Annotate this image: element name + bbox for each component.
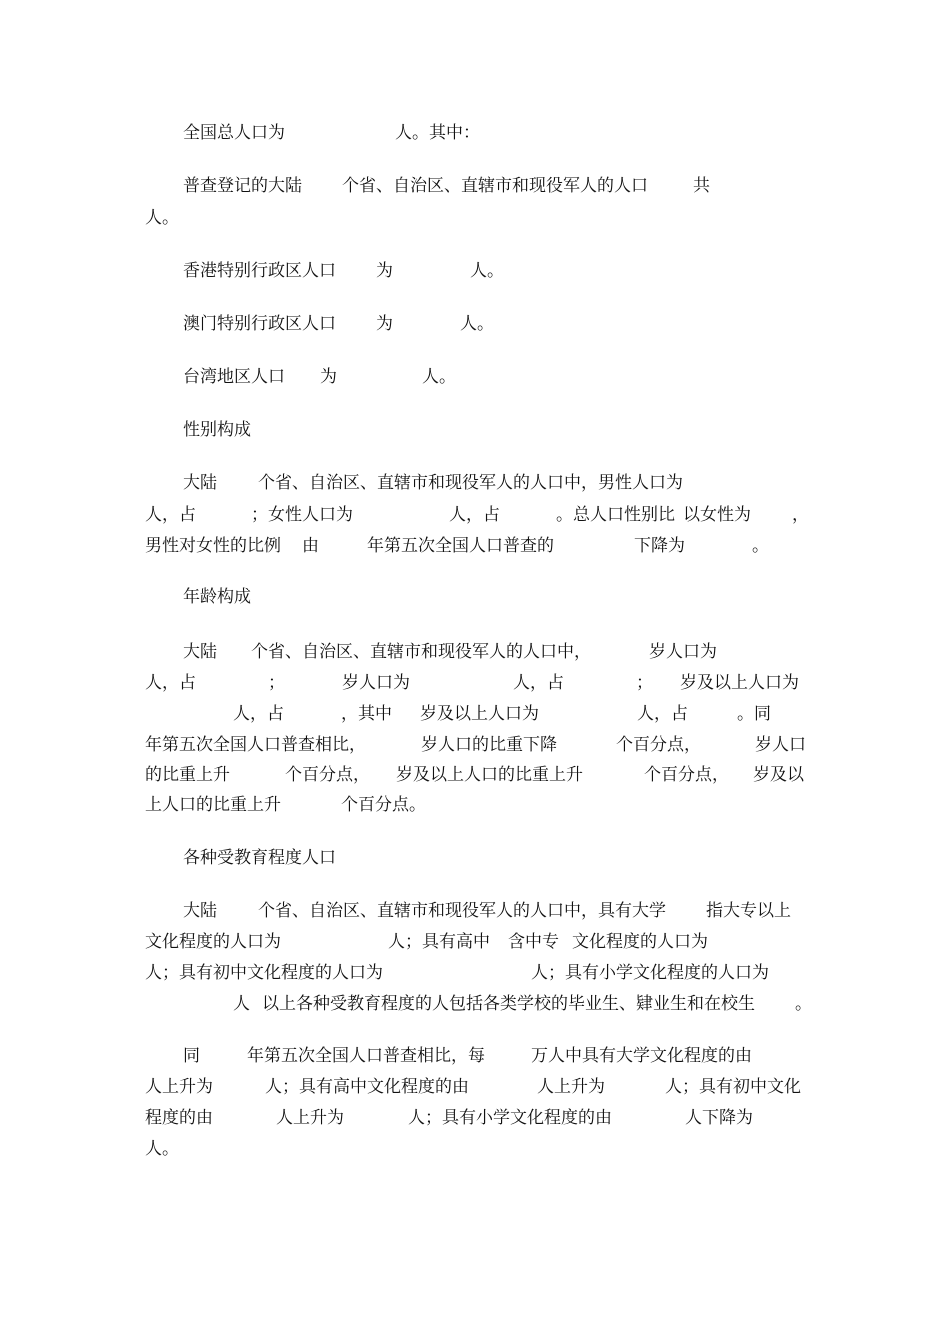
text-run: 人 <box>233 994 250 1014</box>
text-run: 指大专以上 <box>706 901 791 921</box>
text-run: 人，占 <box>513 673 564 693</box>
text-run: 岁人口为 <box>649 642 717 662</box>
text-run: 岁及以上人口为 <box>420 704 539 724</box>
text-run: ；女性人口为 <box>251 505 353 525</box>
text-run: 大陆 <box>183 642 217 662</box>
text-run: 人，占 <box>145 505 196 525</box>
text-run: 个省、自治区、直辖市和现役军人的人口中， <box>251 642 591 662</box>
text-run: 。总人口性别比 <box>556 505 675 525</box>
text-run: ， <box>792 505 809 525</box>
text-run: 男性对女性的比例 <box>145 536 281 556</box>
text-run: 人。 <box>422 367 456 387</box>
text-run: 文化程度的人口为 <box>572 932 708 952</box>
text-run: 岁及以上人口为 <box>680 673 799 693</box>
text-run: 人；具有高中文化程度的由 <box>265 1077 469 1097</box>
text-run: 人上升为 <box>276 1108 344 1128</box>
text-run: 为 <box>376 261 393 281</box>
text-run: 个省、自治区、直辖市和现役军人的人口中，具有大学 <box>258 901 666 921</box>
text-run: 大陆 <box>183 901 217 921</box>
text-run: 文化程度的人口为 <box>145 932 281 952</box>
text-run: 人，占 <box>637 704 688 724</box>
text-run: 岁人口为 <box>342 673 410 693</box>
text-run: 年第五次全国人口普查相比， <box>145 735 366 755</box>
text-run: ； <box>636 673 653 693</box>
text-run: 人；具有小学文化程度的人口为 <box>531 963 769 983</box>
text-run: 的比重上升 <box>145 765 230 785</box>
text-run: 普查登记的大陆 <box>183 176 302 196</box>
text-run: ； <box>268 673 285 693</box>
text-run: 人，占 <box>233 704 284 724</box>
text-run: 澳门特别行政区人口 <box>183 314 336 334</box>
text-run: 为 <box>376 314 393 334</box>
text-run: 全国总人口为 <box>183 123 285 143</box>
text-run: 含中专 <box>508 932 559 952</box>
text-run: 万人中具有大学文化程度的由 <box>531 1046 752 1066</box>
text-run: 人下降为 <box>685 1108 753 1128</box>
text-run: 台湾地区人口 <box>183 367 285 387</box>
text-run: 个省、自治区、直辖市和现役军人的人口 <box>342 176 648 196</box>
text-run: 香港特别行政区人口 <box>183 261 336 281</box>
text-run: 以女性为 <box>683 505 751 525</box>
text-run: 人上升为 <box>145 1077 213 1097</box>
text-run: 个百分点， <box>616 735 701 755</box>
text-run: 岁及以上人口的比重上升 <box>396 765 583 785</box>
text-run: ，其中 <box>341 704 392 724</box>
text-run: 年龄构成 <box>183 587 251 607</box>
text-run: 由 <box>302 536 319 556</box>
text-run: 个百分点。 <box>341 795 426 815</box>
text-run: 上人口的比重上升 <box>145 795 281 815</box>
text-run: 个百分点， <box>644 765 729 785</box>
text-run: 人。其中： <box>395 123 480 143</box>
text-run: 人。 <box>460 314 494 334</box>
text-run: 人，占 <box>449 505 500 525</box>
text-run: 岁人口的比重下降 <box>421 735 557 755</box>
text-run: 人。 <box>145 1139 179 1159</box>
text-run: 人；具有小学文化程度的由 <box>408 1108 612 1128</box>
text-run: 岁人口 <box>755 735 806 755</box>
text-run: 人；具有高中 <box>388 932 490 952</box>
text-run: 年第五次全国人口普查相比，每 <box>247 1046 485 1066</box>
text-run: 人。 <box>470 261 504 281</box>
text-run: 性别构成 <box>183 420 251 440</box>
text-run: 人。 <box>145 208 179 228</box>
text-run: 共 <box>693 176 710 196</box>
text-run: 人；具有初中文化 <box>665 1077 801 1097</box>
text-run: 为 <box>320 367 337 387</box>
text-run: 人，占 <box>145 673 196 693</box>
text-run: 。 <box>752 536 769 556</box>
text-run: 大陆 <box>183 473 217 493</box>
text-run: 程度的由 <box>145 1108 213 1128</box>
text-run: 个百分点， <box>285 765 370 785</box>
text-run: 人；具有初中文化程度的人口为 <box>145 963 383 983</box>
text-run: 。 <box>795 994 812 1014</box>
text-run: 各种受教育程度人口 <box>183 848 336 868</box>
text-run: 同 <box>183 1046 200 1066</box>
text-run: 以上各种受教育程度的人包括各类学校的毕业生、肄业生和在校生 <box>262 994 755 1014</box>
text-run: 。同 <box>737 704 771 724</box>
text-run: 人上升为 <box>537 1077 605 1097</box>
text-run: 年第五次全国人口普查的 <box>367 536 554 556</box>
text-run: 下降为 <box>634 536 685 556</box>
text-run: 岁及以 <box>753 765 804 785</box>
text-run: 个省、自治区、直辖市和现役军人的人口中，男性人口为 <box>258 473 683 493</box>
